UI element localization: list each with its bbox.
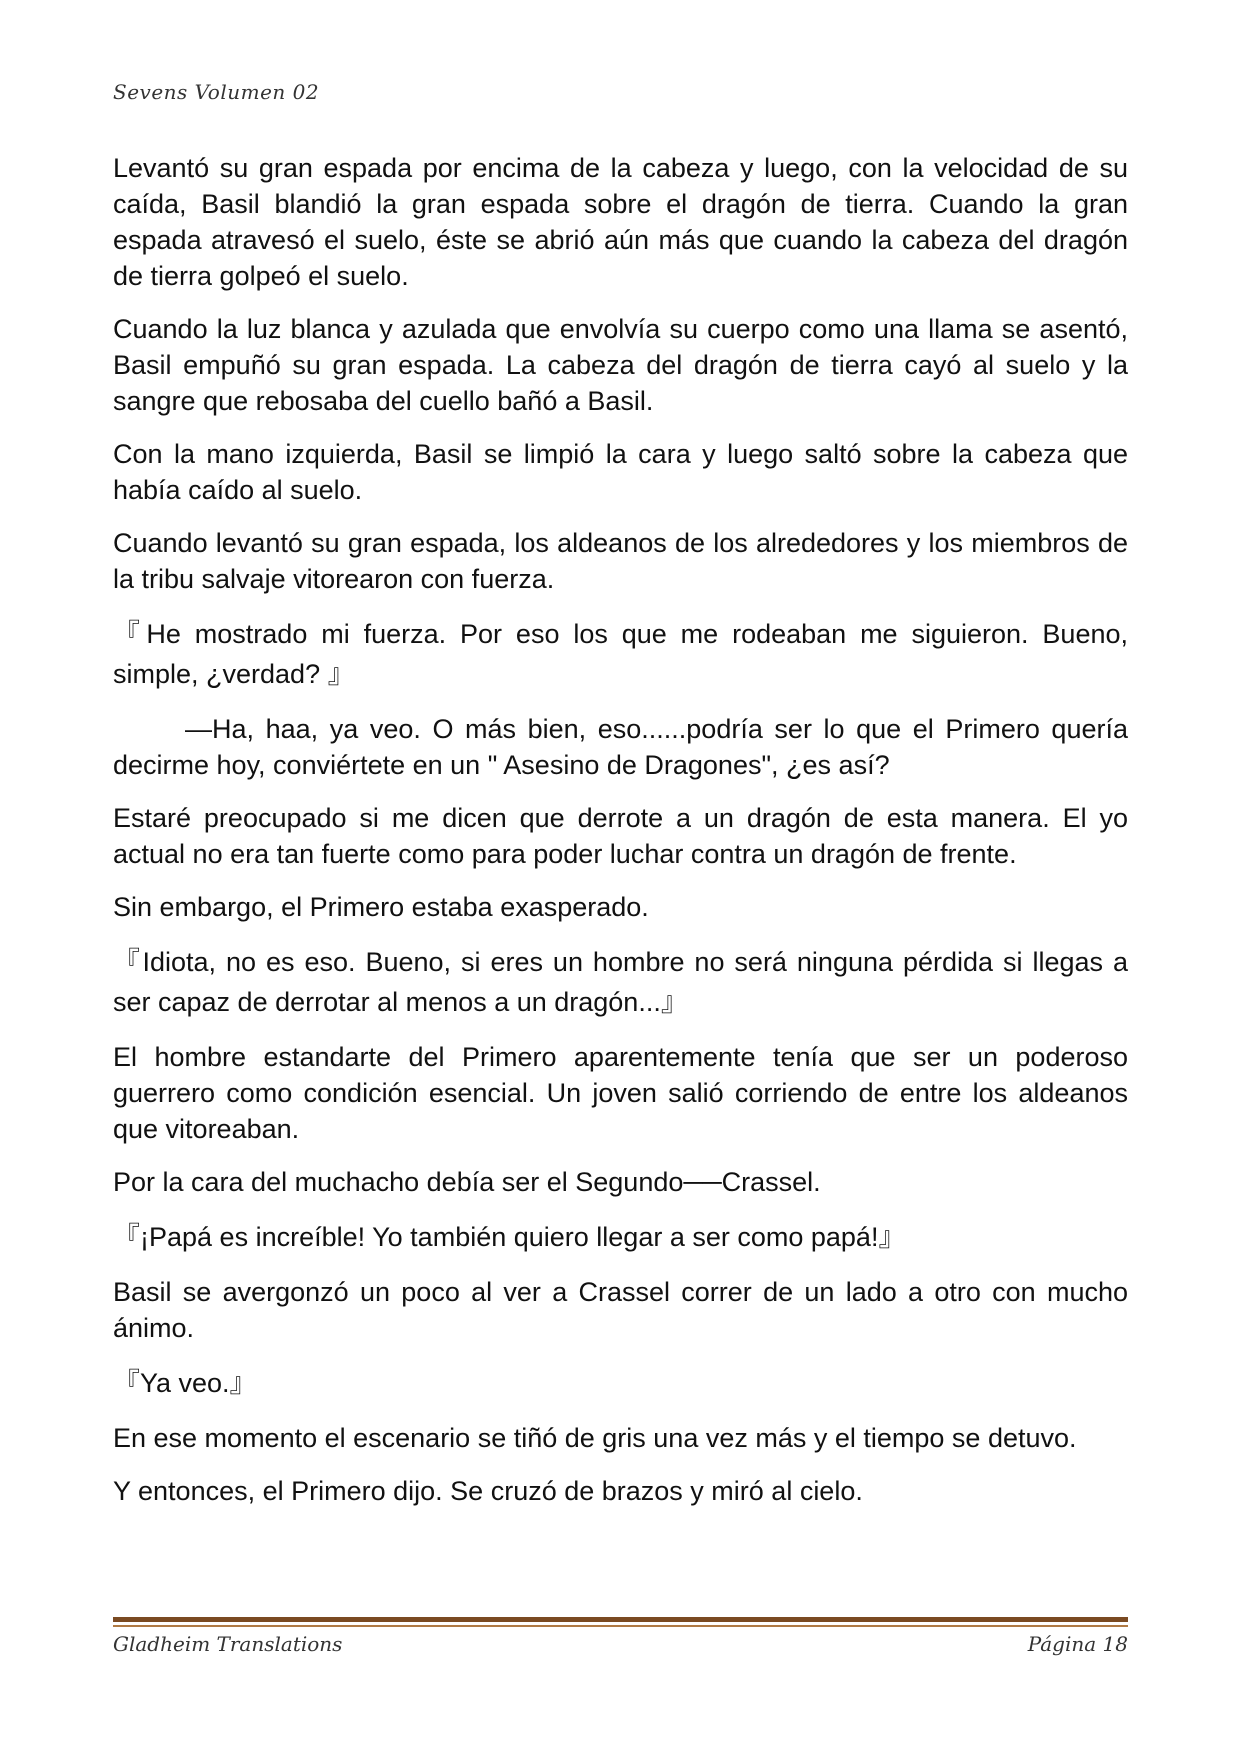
dialogue-paragraph: 『Idiota, no es eso. Bueno, si eres un hombre no será ninguna pérdida si llegas a ser capaz de derrotar al menos a un dragón...』 bbox=[113, 947, 1128, 1017]
paragraph: Con la mano izquierda, Basil se limpió la cara y luego saltó sobre la cabeza que había caído al suelo. bbox=[113, 439, 1128, 505]
paragraph: Cuando la luz blanca y azulada que envolvía su cuerpo como una llama se asentó, Basil empuñó su gran espada. La cabeza del dragón de tierra cayó al suelo y la sangre que rebosaba del cuello bañó a Basil. bbox=[113, 314, 1128, 416]
page-number: Página 18 bbox=[1027, 1632, 1128, 1656]
dialogue-paragraph: —Ha, haa, ya veo. O más bien, eso......podría ser lo que el Primero quería decirme hoy, conviértete en un " Asesino de Dragones", ¿es así? bbox=[113, 714, 1128, 780]
paragraph: Cuando levantó su gran espada, los aldeanos de los alrededores y los miembros de la tribu salvaje vitorearon con fuerza. bbox=[113, 528, 1128, 594]
footer-divider bbox=[113, 1617, 1128, 1622]
paragraph: Sin embargo, el Primero estaba exasperado. bbox=[113, 892, 649, 922]
page-body bbox=[113, 150, 1128, 1526]
dialogue-paragraph: 『¡Papá es increíble! Yo también quiero llegar a ser como papá!』 bbox=[113, 1222, 906, 1252]
footer-credit: Gladheim Translations bbox=[113, 1632, 343, 1656]
page-header-title: Sevens Volumen 02 bbox=[113, 80, 320, 104]
paragraph: El hombre estandarte del Primero aparentemente tenía que ser un poderoso guerrero como condición esencial. Un joven salió corriendo de entre los aldeanos que vitoreaban. bbox=[113, 1042, 1128, 1144]
paragraph: Por la cara del muchacho debía ser el Segundo──Crassel. bbox=[113, 1167, 821, 1197]
paragraph: En ese momento el escenario se tiñó de gris una vez más y el tiempo se detuvo. bbox=[113, 1423, 1077, 1453]
dialogue-paragraph: 『He mostrado mi fuerza. Por eso los que me rodeaban me siguieron. Bueno, simple, ¿verdad? 』 bbox=[113, 619, 1128, 689]
paragraph: Levantó su gran espada por encima de la cabeza y luego, con la velocidad de su caída, Basil blandió la gran espada sobre el dragón de tierra. Cuando la gran espada atravesó el suelo, éste se abrió aún más que cuando la cabeza del dragón de tierra golpeó el suelo. bbox=[113, 153, 1128, 291]
paragraph: Y entonces, el Primero dijo. Se cruzó de brazos y miró al cielo. bbox=[113, 1476, 863, 1506]
paragraph: Basil se avergonzó un poco al ver a Crassel correr de un lado a otro con mucho ánimo. bbox=[113, 1277, 1128, 1343]
dialogue-paragraph: 『Ya veo.』 bbox=[113, 1368, 257, 1398]
footer-divider-thin bbox=[113, 1625, 1128, 1627]
paragraph: Estaré preocupado si me dicen que derrote a un dragón de esta manera. El yo actual no era tan fuerte como para poder luchar contra un dragón de frente. bbox=[113, 803, 1128, 869]
